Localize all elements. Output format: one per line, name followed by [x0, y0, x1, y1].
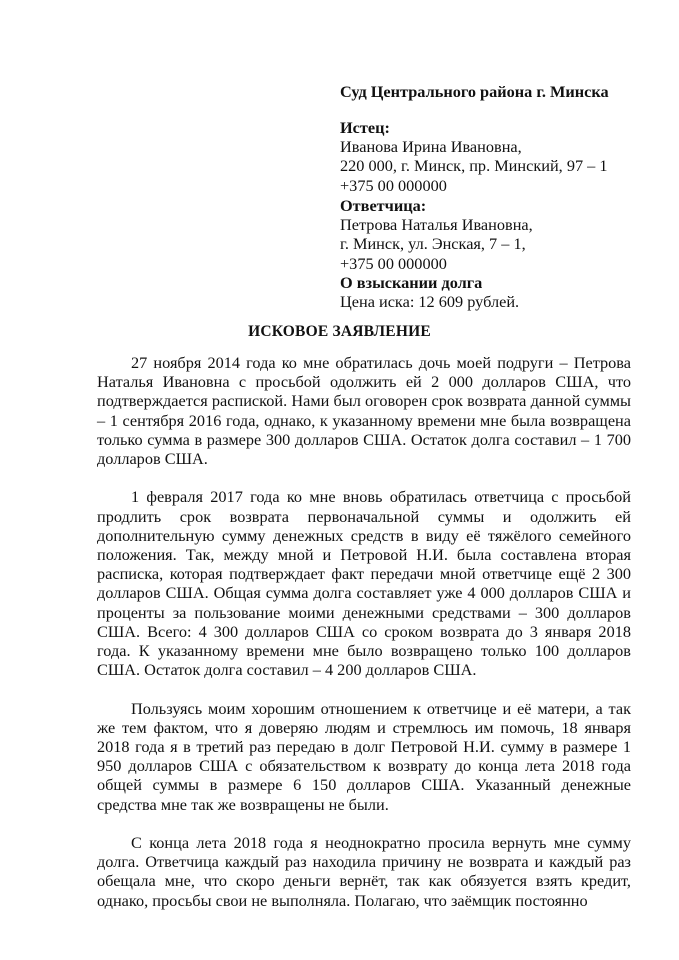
- plaintiff-phone: +375 00 000000: [340, 175, 447, 195]
- plaintiff-address: 220 000, г. Минск, пр. Минский, 97 – 1: [340, 156, 608, 176]
- document-title: ИСКОВОЕ ЗАЯВЛЕНИЕ: [248, 323, 431, 340]
- plaintiff-block: [340, 118, 660, 195]
- defendant-block: [340, 196, 660, 273]
- defendant-address: г. Минск, ул. Энская, 7 – 1,: [340, 234, 526, 254]
- body-paragraph: 1 февраля 2017 года ко мне вновь обратилась ответчица с просьбой продлить срок возврата первоначальной суммы и одолжить ей дополнительную сумму денежных средств в виду её тяжёлого семейного положения. Так, между мной и Петровой Н.И. была составлена вторая расписка, которая подтверждает факт передачи мной ответчице ещё 2 300 долларов США. Общая сумма долга составляет уже 4 000 долларов США и проценты за пользование моими денежными средствами – 300 долларов США. Всего: 4 300 долларов США со сроком возврата до 3 января 2018 года. К указанному времени мне было возвращено только 100 долларов США. Остаток долга составил – 4 200 долларов США.: [97, 487, 631, 680]
- claim-price: Цена иска: 12 609 рублей.: [340, 292, 520, 312]
- plaintiff-label: Истец:: [340, 118, 390, 137]
- body-paragraph: 27 ноября 2014 года ко мне обратилась дочь моей подруги – Петрова Наталья Ивановна с просьбой одолжить ей 2 000 долларов США, что подтверждается распиской. Нами был оговорен срок возврата данной суммы – 1 сентября 2016 года, однако, к указанному времени мне была возвращена только сумма в размере 300 долларов США. Остаток долга составил – 1 700 долларов США.: [97, 353, 631, 469]
- defendant-label: Ответчица:: [340, 196, 427, 215]
- subject-block: [340, 273, 660, 311]
- body-paragraph: Пользуясь моим хорошим отношением к ответчице и её матери, а так же тем фактом, что я доверяю людям и стремлюсь им помочь, 18 января 2018 года я в третий раз передаю в долг Петровой Н.И. сумму в размере 1 950 долларов США с обязательством к возврату до конца лета 2018 года общей суммы в размере 6 150 долларов США. Указанный денежные средства мне так же возвращены не были.: [97, 698, 631, 814]
- body-paragraph: С конца лета 2018 года я неоднократно просила вернуть мне сумму долга. Ответчица каждый раз находила причину не возврата и каждый раз обещала мне, что скоро деньги вернёт, так как обязуется взять кредит, однако, просьбы свои не выполняла. Полагаю, что заёмщик постоянно: [97, 833, 631, 910]
- plaintiff-name: Иванова Ирина Ивановна,: [340, 137, 522, 157]
- subject-label: О взыскании долга: [340, 273, 483, 292]
- document-body: [97, 353, 631, 929]
- defendant-name: Петрова Наталья Ивановна,: [340, 215, 533, 235]
- defendant-phone: +375 00 000000: [340, 253, 447, 273]
- court-name: Суд Центрального района г. Минска: [340, 82, 609, 101]
